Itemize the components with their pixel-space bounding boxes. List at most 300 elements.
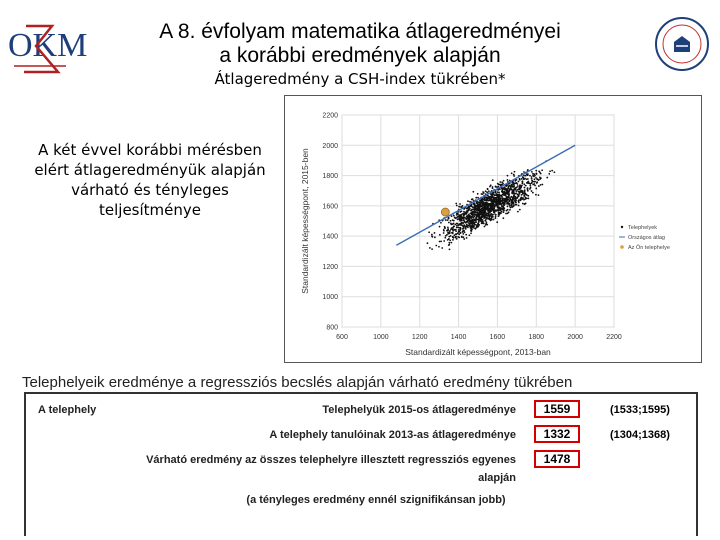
scatter-point (529, 188, 531, 190)
scatter-point (462, 233, 464, 235)
scatter-point (484, 210, 486, 212)
scatter-point (536, 182, 538, 184)
scatter-point (549, 170, 551, 172)
x-tick-label: 1000 (373, 334, 389, 341)
scatter-point (478, 224, 480, 226)
scatter-point (427, 242, 429, 244)
scatter-point (520, 186, 522, 188)
scatter-point (449, 230, 451, 232)
scatter-point (434, 236, 436, 238)
scatter-point (479, 219, 481, 221)
scatter-point (498, 198, 500, 200)
scatter-point (492, 206, 494, 208)
scatter-point (475, 211, 477, 213)
scatter-point (498, 184, 500, 186)
scatter-point (510, 205, 512, 207)
scatter-point (492, 214, 494, 216)
scatter-point (480, 211, 482, 213)
scatter-point (531, 182, 533, 184)
scatter-point (498, 205, 500, 207)
legend-marker-points (621, 226, 623, 228)
scatter-point (531, 190, 533, 192)
scatter-point (491, 219, 493, 221)
scatter-point (519, 179, 521, 181)
scatter-point (483, 207, 485, 209)
scatter-point (472, 223, 474, 225)
scatter-point (470, 215, 472, 217)
scatter-point (526, 173, 528, 175)
row2-ci: (1304;1368) (610, 429, 670, 441)
scatter-point (522, 181, 524, 183)
y-tick-label: 1000 (322, 294, 338, 302)
scatter-point (472, 191, 474, 193)
scatter-point (477, 216, 479, 218)
scatter-point (493, 210, 495, 212)
scatter-point (525, 185, 527, 187)
scatter-point (509, 209, 511, 211)
scatter-point (466, 237, 468, 239)
scatter-point (481, 201, 483, 203)
scatter-point (508, 203, 510, 205)
scatter-point (458, 234, 460, 236)
scatter-point (517, 194, 519, 196)
y-tick-label: 1600 (322, 203, 338, 211)
scatter-point (486, 197, 488, 199)
scatter-point (452, 239, 454, 241)
scatter-point (527, 181, 529, 183)
scatter-point (461, 206, 463, 208)
scatter-point (517, 211, 519, 213)
scatter-point (490, 199, 492, 201)
x-tick-label: 2200 (606, 334, 622, 341)
scatter-point (509, 188, 511, 190)
scatter-point (473, 212, 475, 214)
title-line-1: A 8. évfolyam matematika átlageredményei (159, 20, 561, 43)
scatter-point (451, 242, 453, 244)
scatter-point (489, 186, 491, 188)
scatter-point (516, 182, 518, 184)
scatter-point (507, 206, 509, 208)
scatter-point (493, 192, 495, 194)
scatter-point (493, 219, 495, 221)
scatter-point (478, 207, 480, 209)
scatter-point (458, 229, 460, 231)
scatter-point (492, 186, 494, 188)
scatter-point (431, 248, 433, 250)
scatter-point (525, 175, 527, 177)
scatter-point (462, 213, 464, 215)
scatter-point (507, 175, 509, 177)
scatter-point (461, 216, 463, 218)
scatter-point (507, 209, 509, 211)
y-tick-label: 1800 (322, 173, 338, 181)
scatter-point (495, 216, 497, 218)
scatter-point (460, 224, 462, 226)
title-line-2: a korábbi eredmények alapján (219, 44, 501, 67)
scatter-point (458, 206, 460, 208)
scatter-point (443, 232, 445, 234)
okm-logo (6, 16, 90, 78)
scatter-point (518, 191, 520, 193)
scatter-point (471, 199, 473, 201)
scatter-point (461, 236, 463, 238)
scatter-point (524, 193, 526, 195)
scatter-point (498, 192, 500, 194)
scatter-point (502, 183, 504, 185)
scatter-point (523, 195, 525, 197)
scatter-point (462, 236, 464, 238)
scatter-point (473, 216, 475, 218)
scatter-point (482, 203, 484, 205)
scatter-point (535, 170, 537, 172)
scatter-point (503, 187, 505, 189)
scatter-point (467, 224, 469, 226)
scatter-point (463, 238, 465, 240)
scatter-point (511, 172, 513, 174)
scatter-point (493, 208, 495, 210)
scatter-point (502, 206, 504, 208)
scatter-point (475, 228, 477, 230)
scatter-point (503, 211, 505, 213)
scatter-point (465, 222, 467, 224)
scatter-point (485, 190, 487, 192)
y-axis-label: Standardizált képességpont, 2015-ben (300, 148, 310, 294)
scatter-point (494, 217, 496, 219)
scatter-point (440, 240, 442, 242)
x-tick-label: 1600 (489, 334, 506, 341)
scatter-point (449, 248, 451, 250)
scatter-point (455, 203, 457, 205)
scatter-point (449, 239, 451, 241)
scatter-point (498, 209, 500, 211)
scatter-point (521, 190, 523, 192)
row3-value: 1478 (534, 450, 580, 468)
scatter-point (456, 238, 458, 240)
scatter-point (504, 202, 506, 204)
scatter-point (452, 236, 454, 238)
scatter-point (450, 220, 452, 222)
scatter-point (428, 231, 430, 233)
scatter-point (458, 237, 460, 239)
scatter-point (531, 171, 533, 173)
scatter-point (463, 228, 465, 230)
scatter-point (496, 197, 498, 199)
scatter-point (507, 197, 509, 199)
scatter-point (507, 179, 509, 181)
legend-label-points: Telephelyek (628, 225, 658, 231)
scatter-point (448, 222, 450, 224)
scatter-point (462, 223, 464, 225)
scatter-point (496, 221, 498, 223)
scatter-point (524, 187, 526, 189)
page-subtitle: Átlageredmény a CSH-index tükrében* (214, 70, 506, 88)
scatter-point (518, 201, 520, 203)
scatter-point (518, 205, 520, 207)
scatter-point (507, 188, 509, 190)
scatter-point (466, 208, 468, 210)
scatter-point (434, 232, 436, 234)
scatter-point (487, 188, 489, 190)
scatter-point (465, 211, 467, 213)
scatter-point (492, 202, 494, 204)
scatter-point (496, 201, 498, 203)
scatter-point (471, 209, 473, 211)
seal-icon (654, 16, 710, 72)
x-tick-label: 2000 (567, 334, 583, 341)
scatter-point (534, 181, 536, 183)
scatter-point (519, 209, 521, 211)
scatter-point (441, 247, 443, 249)
scatter-point (476, 202, 478, 204)
scatter-point (463, 224, 465, 226)
side-description: A két évvel korábbi mérésben elért átlageredményük alapján várható és tényleges teljesítménye (34, 141, 266, 219)
scatter-point (519, 193, 521, 195)
scatter-point (475, 197, 477, 199)
scatter-chart (284, 95, 702, 363)
scatter-point (498, 212, 500, 214)
scatter-point (542, 184, 544, 186)
scatter-point (500, 212, 502, 214)
scatter-point (526, 182, 528, 184)
scatter-point (515, 204, 517, 206)
scatter-point (468, 234, 470, 236)
scatter-point (465, 234, 467, 236)
scatter-point (476, 226, 478, 228)
scatter-point (502, 217, 504, 219)
page-title (110, 20, 610, 68)
scatter-point (533, 173, 535, 175)
scatter-point (529, 175, 531, 177)
scatter-point (455, 217, 457, 219)
scatter-point (457, 218, 459, 220)
scatter-point (507, 190, 509, 192)
x-tick-label: 1400 (450, 334, 467, 341)
results-table (24, 392, 698, 536)
scatter-point (456, 225, 458, 227)
y-tick-label: 2200 (322, 112, 338, 120)
scatter-point (527, 189, 529, 191)
scatter-point (477, 219, 479, 221)
scatter-point (447, 226, 449, 228)
highlight-point (441, 208, 449, 216)
scatter-point (486, 204, 488, 206)
scatter-point (463, 226, 465, 228)
scatter-point (464, 214, 466, 216)
scatter-point (510, 201, 512, 203)
scatter-point (497, 199, 499, 201)
scatter-point (464, 226, 466, 228)
scatter-point (499, 181, 501, 183)
scatter-point (507, 193, 509, 195)
scatter-point (510, 203, 512, 205)
scatter-point (461, 214, 463, 216)
scatter-point (488, 213, 490, 215)
scatter-point (453, 215, 455, 217)
scatter-point (444, 237, 446, 239)
scatter-point (531, 180, 533, 182)
scatter-point (458, 224, 460, 226)
scatter-point (475, 205, 477, 207)
scatter-point (459, 203, 461, 205)
scatter-point (450, 223, 452, 225)
scatter-point (541, 169, 543, 171)
scatter-point (508, 192, 510, 194)
scatter-point (540, 184, 542, 186)
y-tick-label: 1400 (322, 233, 338, 241)
scatter-point (535, 188, 537, 190)
scatter-point (455, 233, 457, 235)
scatter-point (484, 206, 486, 208)
scatter-point (533, 176, 535, 178)
scatter-point (448, 236, 450, 238)
scatter-point (456, 216, 458, 218)
scatter-point (522, 197, 524, 199)
scatter-point (455, 229, 457, 231)
x-tick-label: 1200 (411, 334, 428, 341)
scatter-point (482, 222, 484, 224)
scatter-point (488, 197, 490, 199)
table-title: Telephelyeik eredménye a regressziós becslés alapján várható eredmény tükrében (22, 374, 573, 391)
scatter-point (513, 205, 515, 207)
scatter-point (487, 209, 489, 211)
scatter-point (496, 193, 498, 195)
scatter-point (502, 209, 504, 211)
scatter-point (526, 194, 528, 196)
scatter-point (494, 206, 496, 208)
scatter-point (510, 185, 512, 187)
scatter-point (539, 178, 541, 180)
scatter-point (508, 211, 510, 213)
scatter-point (503, 180, 505, 182)
scatter-point (491, 216, 493, 218)
scatter-point (513, 203, 515, 205)
scatter-point (452, 229, 454, 231)
scatter-point (505, 185, 507, 187)
scatter-point (523, 171, 525, 173)
scatter-point (443, 230, 445, 232)
scatter-point (467, 220, 469, 222)
scatter-point (526, 178, 528, 180)
scatter-point (448, 244, 450, 246)
scatter-point (532, 192, 534, 194)
scatter-point (523, 178, 525, 180)
scatter-point (439, 234, 441, 236)
scatter-point (482, 219, 484, 221)
scatter-point (470, 232, 472, 234)
scatter-point (452, 227, 454, 229)
scatter-point (459, 227, 461, 229)
scatter-point (470, 229, 472, 231)
scatter-point (505, 213, 507, 215)
scatter-point (515, 192, 517, 194)
scatter-point (484, 199, 486, 201)
scatter-point (460, 219, 462, 221)
scatter-point (450, 228, 452, 230)
scatter-point (452, 219, 454, 221)
scatter-point (487, 199, 489, 201)
scatter-point (492, 179, 494, 181)
row3-label-cont: alapján (478, 472, 516, 484)
x-axis-label: Standardizált képességpont, 2013-ban (405, 347, 551, 357)
scatter-point (439, 226, 441, 228)
scatter-point (445, 235, 447, 237)
scatter-point (467, 200, 469, 202)
scatter-point (429, 247, 431, 249)
scatter-point (490, 210, 492, 212)
scatter-point (470, 220, 472, 222)
scatter-point (453, 226, 455, 228)
scatter-point (528, 198, 530, 200)
scatter-point (522, 176, 524, 178)
scatter-point (519, 184, 521, 186)
scatter-point (483, 213, 485, 215)
scatter-point (435, 245, 437, 247)
scatter-point (509, 207, 511, 209)
scatter-point (504, 200, 506, 202)
chart-svg (284, 95, 702, 363)
scatter-point (469, 208, 471, 210)
scatter-point (534, 178, 536, 180)
row1-label: Telephelyük 2015-os átlageredménye (322, 404, 516, 416)
scatter-point (490, 214, 492, 216)
scatter-point (514, 188, 516, 190)
scatter-point (538, 194, 540, 196)
scatter-point (456, 205, 458, 207)
scatter-point (472, 227, 474, 229)
scatter-point (504, 193, 506, 195)
scatter-point (463, 220, 465, 222)
scatter-point (513, 195, 515, 197)
scatter-point (516, 189, 518, 191)
scatter-point (482, 191, 484, 193)
scatter-point (465, 218, 467, 220)
scatter-point (535, 177, 537, 179)
scatter-point (512, 199, 514, 201)
scatter-point (445, 219, 447, 221)
scatter-point (518, 181, 520, 183)
scatter-point (513, 185, 515, 187)
scatter-point (506, 199, 508, 201)
scatter-point (517, 196, 519, 198)
scatter-point (497, 191, 499, 193)
scatter-point (484, 226, 486, 228)
scatter-point (477, 193, 479, 195)
scatter-point (462, 217, 464, 219)
scatter-point (500, 202, 502, 204)
scatter-point (439, 241, 441, 243)
legend-label-line: Országos átlag (628, 235, 665, 241)
scatter-point (502, 202, 504, 204)
scatter-point (464, 217, 466, 219)
scatter-point (525, 198, 527, 200)
scatter-point (493, 194, 495, 196)
scatter-point (481, 215, 483, 217)
scatter-point (523, 183, 525, 185)
scatter-point (451, 232, 453, 234)
scatter-point (447, 229, 449, 231)
scatter-point (431, 234, 433, 236)
row2-value: 1332 (534, 425, 580, 443)
scatter-point (448, 238, 450, 240)
scatter-point (535, 194, 537, 196)
scatter-point (477, 207, 479, 209)
legend-label-highlight: Az Ön telephelye (628, 245, 670, 251)
scatter-point (455, 236, 457, 238)
scatter-point (497, 207, 499, 209)
scatter-point (463, 211, 465, 213)
scatter-point (480, 203, 482, 205)
scatter-point (502, 197, 504, 199)
